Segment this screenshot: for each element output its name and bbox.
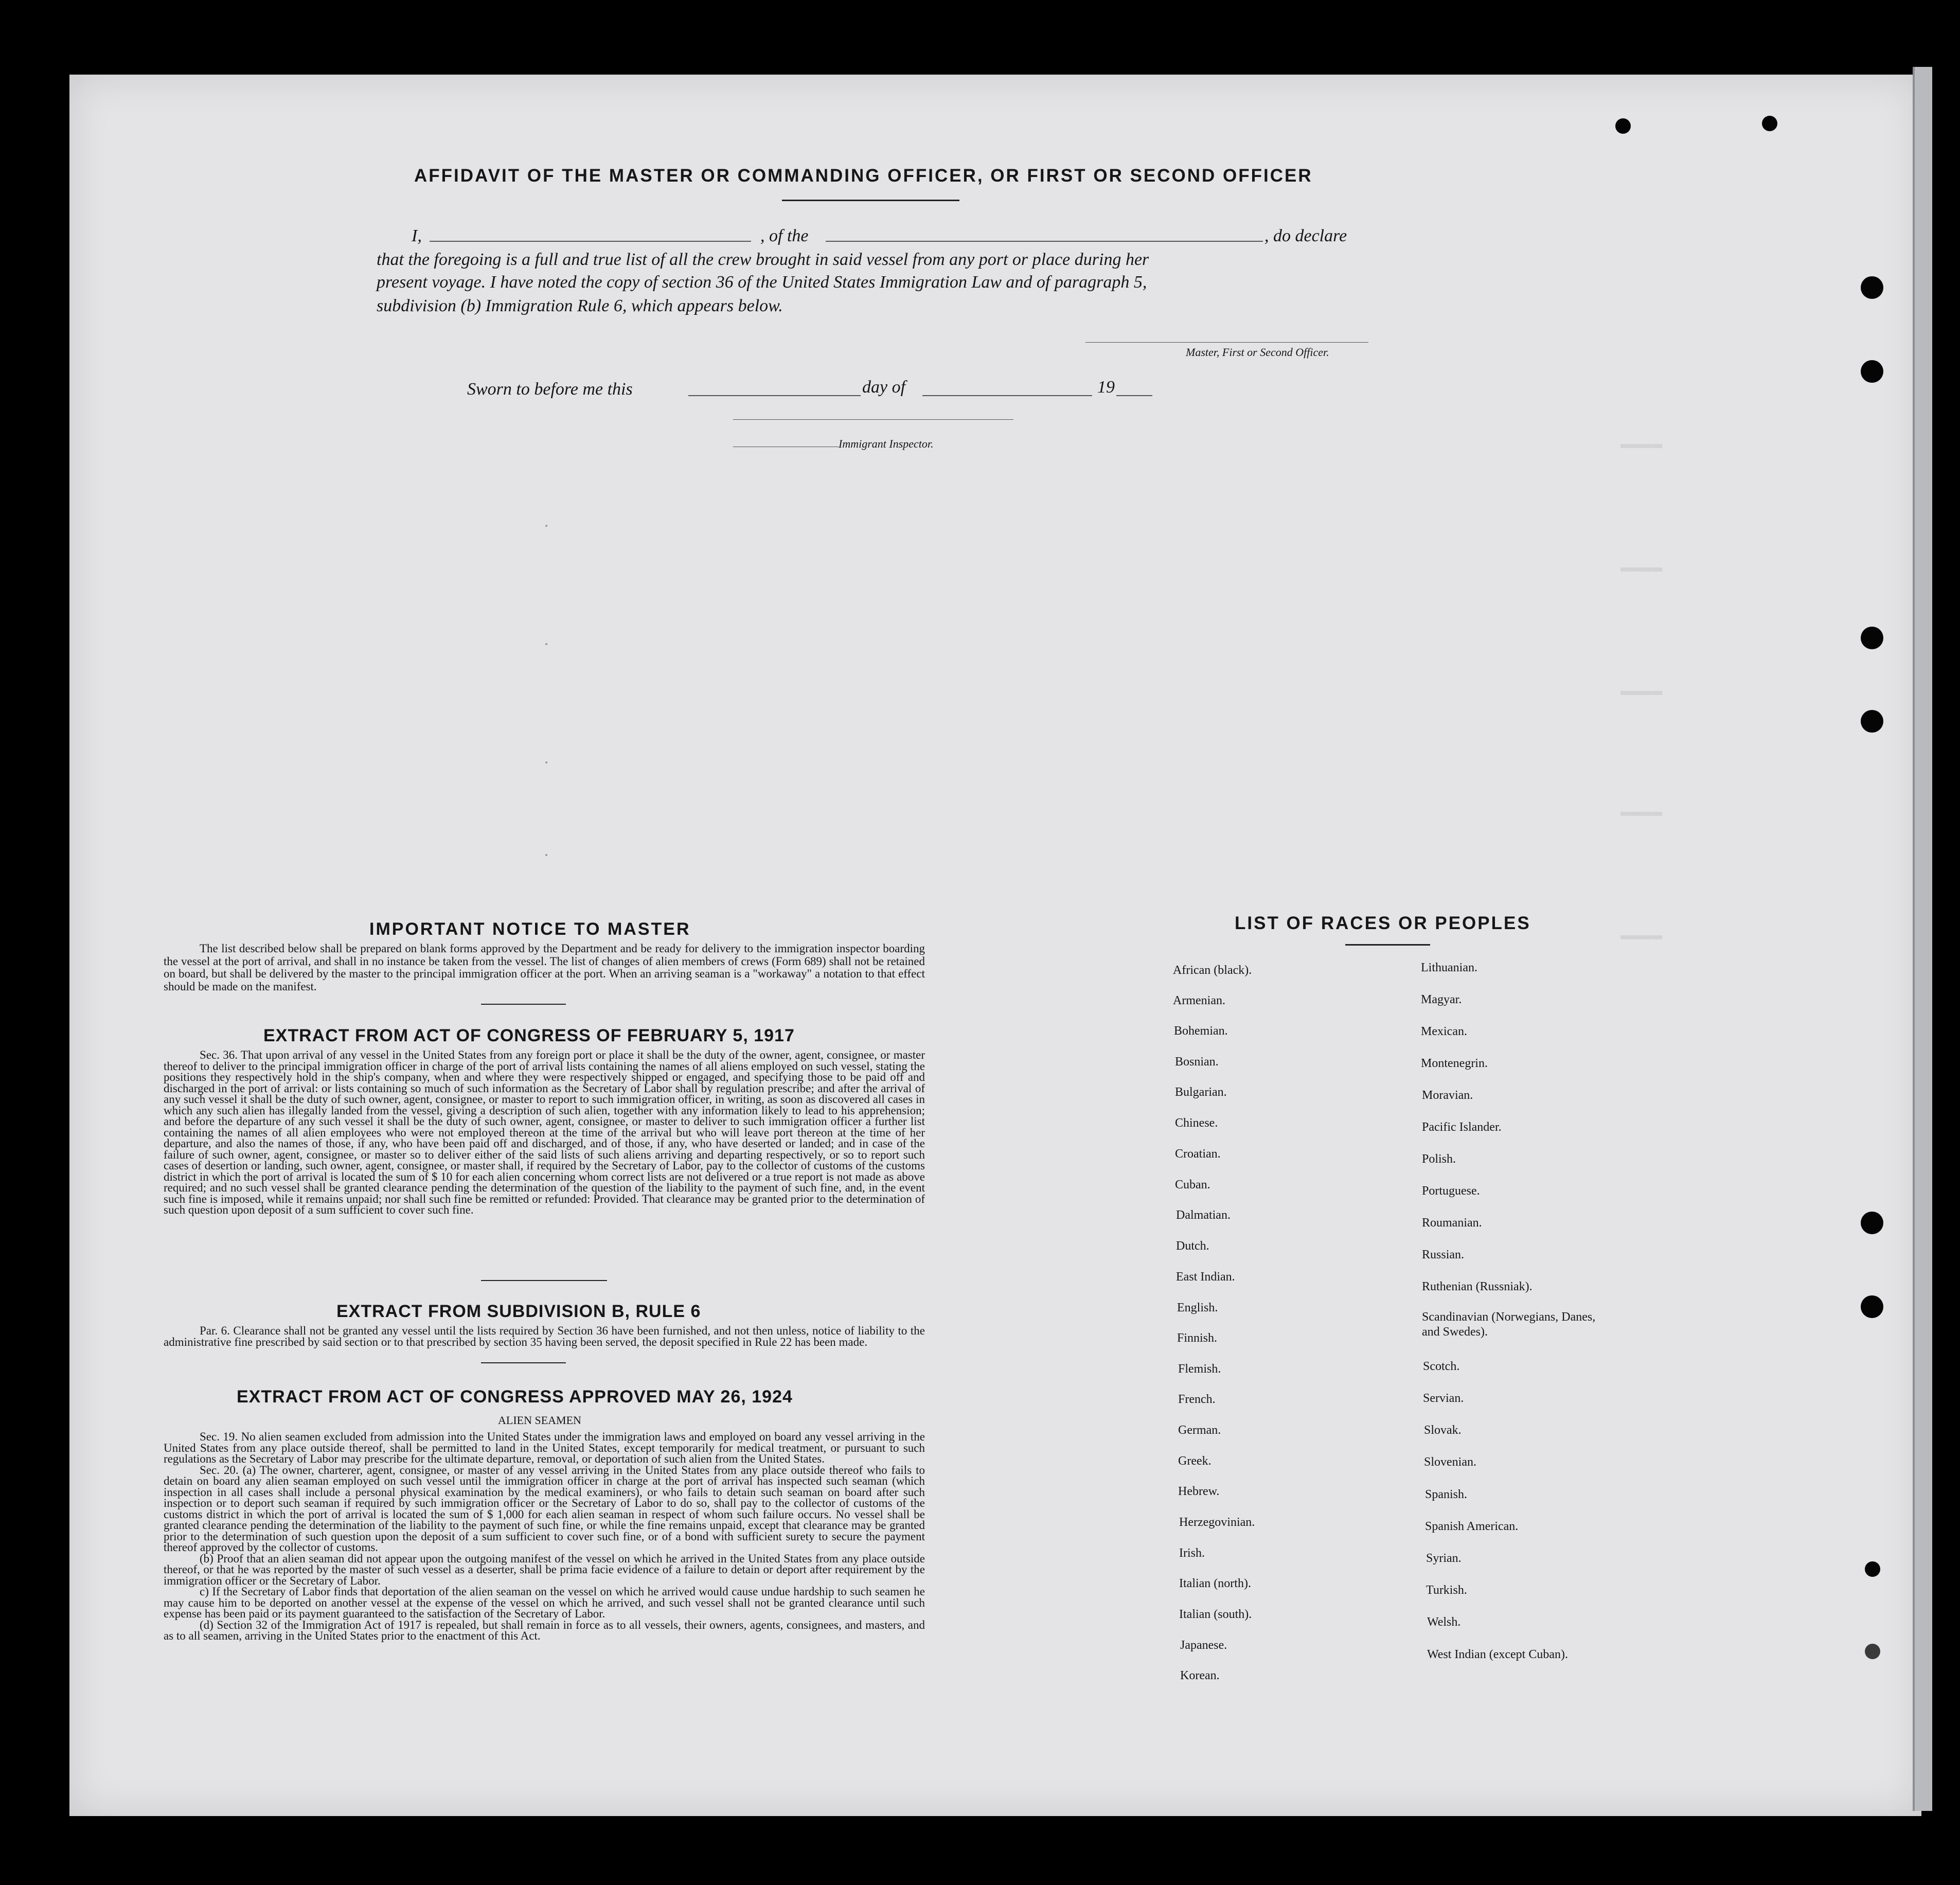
- race-right-item: Scandinavian (Norwegians, Danes, and Swedes).: [1422, 1310, 1596, 1339]
- race-right-item: Magyar.: [1421, 993, 1462, 1006]
- race-left-item: Chinese.: [1175, 1116, 1218, 1130]
- vessel-blank-line: [826, 241, 1263, 242]
- race-left-item: Dutch.: [1176, 1239, 1209, 1253]
- race-left-item: Finnish.: [1177, 1331, 1218, 1345]
- stray-mark: [545, 643, 547, 645]
- race-right-item: Turkish.: [1426, 1584, 1467, 1597]
- race-right-item: Pacific Islander.: [1422, 1121, 1502, 1134]
- race-right-item: Spanish American.: [1425, 1520, 1519, 1533]
- race-right-item: Polish.: [1422, 1152, 1456, 1166]
- title-rule: [782, 200, 959, 201]
- race-left-item: Bulgarian.: [1175, 1086, 1227, 1099]
- punch-hole: [1861, 627, 1883, 649]
- stray-mark: [545, 761, 547, 763]
- punch-hole: [1861, 1295, 1883, 1318]
- race-right-item: Lithuanian.: [1421, 961, 1477, 974]
- extract-1924-text: [164, 1431, 925, 1642]
- affidavit-declare: , do declare: [1264, 226, 1347, 245]
- affidavit-of-the: , of the: [760, 226, 809, 245]
- races-rule: [1345, 944, 1430, 946]
- stray-mark: [545, 525, 547, 527]
- extract-1917-title: EXTRACT FROM ACT OF CONGRESS OF FEBRUARY 5, 1917: [263, 1026, 795, 1045]
- inspector-caption: Immigrant Inspector.: [839, 437, 934, 450]
- race-left-item: Dalmatian.: [1176, 1208, 1231, 1222]
- sworn-day-line: [688, 395, 861, 396]
- races-title: LIST OF RACES OR PEOPLES: [1235, 913, 1531, 933]
- extract-1917-text: Sec. 36. That upon arrival of any vessel in the United States from any foreign port or place it shall be the duty of the owner, agent, consignee, or master thereof to deliver to the principal immigration officer in charge of the port of arrival lists containing the names of all aliens employed on such vessel, stating the positions they respectively hold in the ship's company, when and where they were respectively shipped or engaged, and specifying those to be paid off and discharged in the port of arrival: or lists containing so much of such information as the Secretary of Labor shall by regulation prescribe; and after the arrival of any such vessel it shall be the duty of such owner, agent, consignee, or master to report to such immigration officer, in writing, as soon as discovered all cases in which any such alien has illegally landed from the vessel, giving a description of such alien, together with any information likely to lead to his apprehension; and before the departure of any such vessel it shall be the duty of such owner, agent, consignee, or master to deliver to such immigration officer a further list containing the names of all alien employees who were not employed thereon at the time of the arrival but who will leave port thereon at the time of her departure, and also the names of those, if any, who have been paid off and discharged, and of those, if any, who have deserted or landed; and in case of the failure of such owner, agent, consignee, or master so to deliver either of the said lists of such aliens arriving and departing respectively, or so to report such cases of desertion or landing, such owner, agent, consignee, or master shall, if required by the Secretary of Labor, pay to the collector of customs of the customs district in which the port of arrival is located the sum of $ 10 for each alien concerning whom correct lists are not delivered or a true report is not made as above required; and no such vessel shall be granted clearance pending the determination of the question of the liability to the payment of such fine, and, in the event such fine is imposed, while it remains unpaid; nor shall such fine be remitted or refunded: Provided. That clearance may be granted prior to the determination of such question upon deposit of a sum sufficient to cover such fine.: [164, 1048, 925, 1216]
- bleed-through: ▬▬▬▬: [1620, 682, 1663, 701]
- race-right-item: West Indian (except Cuban).: [1427, 1648, 1568, 1661]
- punch-hole: [1865, 1644, 1880, 1659]
- sworn-year-line: [1116, 395, 1152, 396]
- punch-hole: [1762, 116, 1777, 131]
- extract-1924-paragraph: c) If the Secretary of Labor finds that deportation of the alien seaman on the vessel on which he arrived would cause undue hardship to such seamen he may cause him to be deported on another vessel at the expense of the vessel on which he arrived, and such vessel shall not be granted clearance until such expense has been paid or its payment guaranteed to the satisfaction of the Secretary of Labor.: [164, 1585, 925, 1620]
- race-right-item: Syrian.: [1426, 1552, 1462, 1565]
- affidavit-title: AFFIDAVIT OF THE MASTER OR COMMANDING OFFICER, OR FIRST OR SECOND OFFICER: [414, 166, 1313, 186]
- race-left-item: Bosnian.: [1175, 1055, 1219, 1069]
- bleed-through: ▬▬▬▬: [1620, 926, 1663, 946]
- sworn-month-line: [922, 395, 1092, 396]
- affidavit-i: I,: [412, 226, 422, 245]
- extract-1924-paragraph: Sec. 20. (a) The owner, charterer, agent, consignee, or master of any vessel arriving in the United States from any place outside thereof who fails to detain on board any alien seaman employed on such vessel until the immigration officer in charge at the port of arrival has inspected such seaman (which inspection in all cases shall include a personal physical examination by the medical examiners), or who fails to detain such seaman on board after such inspection or to deport such seaman if required by such immigration officer or the Secretary of Labor to do so, shall pay to the collector of customs of the customs district in which the port of arrival is located the sum of $ 1,000 for each alien seaman in respect of whom such failure occurs. No vessel shall be granted clearance pending the determination of the liability to the payment of such fine, or while the fine remains unpaid, except that clearance may be granted prior to the determination of such question upon the deposit of a sum sufficient to cover such fine, or of a bond with sufficient surety to secure the payment thereof approved by the collector of customs.: [164, 1463, 925, 1554]
- bleed-through: ▬▬▬▬: [1620, 558, 1663, 578]
- race-left-item: Bohemian.: [1174, 1024, 1228, 1038]
- punch-hole: [1615, 118, 1631, 134]
- race-left-item: French.: [1178, 1393, 1216, 1406]
- extract-1917-rule: [481, 1280, 607, 1281]
- race-right-item: Scotch.: [1423, 1360, 1460, 1373]
- race-right-item: Welsh.: [1427, 1615, 1461, 1629]
- race-right-item: Russian.: [1422, 1248, 1465, 1261]
- punch-hole: [1861, 710, 1883, 733]
- race-left-item: African (black).: [1173, 964, 1252, 977]
- race-left-item: Herzegovinian.: [1179, 1516, 1255, 1529]
- extract-1924-subtitle: ALIEN SEAMEN: [498, 1414, 581, 1427]
- extract-rule6-text: Par. 6. Clearance shall not be granted any vessel until the lists required by Section 36 have been furnished, and not then unless, notice of liability to the administrative fine prescribed by said section or to that prescribed by section 35 having been served, the deposit specified in Rule 22 has been made.: [164, 1324, 925, 1348]
- extract-rule6-title: EXTRACT FROM SUBDIVISION B, RULE 6: [336, 1302, 701, 1321]
- race-left-item: English.: [1177, 1301, 1218, 1314]
- race-left-item: Korean.: [1180, 1669, 1220, 1682]
- notice-title: IMPORTANT NOTICE TO MASTER: [369, 919, 691, 939]
- race-left-item: Armenian.: [1173, 994, 1225, 1007]
- race-left-item: Croatian.: [1175, 1147, 1221, 1161]
- day-of-label: day of: [862, 378, 906, 397]
- bleed-through: ▬▬▬▬: [1620, 803, 1663, 822]
- signature-line: [1085, 342, 1368, 343]
- race-left-item: East Indian.: [1176, 1270, 1235, 1284]
- race-right-item: Slovenian.: [1424, 1455, 1476, 1469]
- race-right-item: Mexican.: [1421, 1025, 1467, 1038]
- punch-hole: [1865, 1561, 1880, 1577]
- affidavit-line-4: subdivision (b) Immigration Rule 6, which appears below.: [377, 296, 783, 315]
- race-right-item: Slovak.: [1424, 1424, 1462, 1437]
- paper-edge: [1913, 67, 1932, 1811]
- year-label: 19: [1097, 378, 1115, 397]
- race-left-item: Hebrew.: [1178, 1485, 1220, 1498]
- bleed-through: ▬▬▬▬: [1620, 435, 1663, 454]
- race-left-item: Irish.: [1179, 1546, 1205, 1560]
- race-left-item: Cuban.: [1175, 1178, 1210, 1192]
- race-left-item: Greek.: [1178, 1454, 1211, 1468]
- affidavit-line-2: that the foregoing is a full and true list of all the crew brought in said vessel from any port or place during her: [377, 250, 1149, 269]
- race-right-item: Spanish.: [1425, 1488, 1468, 1501]
- race-right-item: Ruthenian (Russniak).: [1422, 1280, 1533, 1293]
- stray-mark: [545, 854, 547, 856]
- inspector-line-top: [733, 419, 1013, 420]
- race-left-item: Flemish.: [1178, 1362, 1221, 1376]
- name-blank-line: [430, 241, 751, 242]
- race-right-item: Montenegrin.: [1421, 1057, 1488, 1070]
- race-left-item: Japanese.: [1180, 1639, 1227, 1652]
- extract-1924-paragraph: Sec. 19. No alien seamen excluded from admission into the United States under the immigration laws and employed on board any vessel arriving in the United States from any place outside thereof, shall be permitted to land in the United States, except temporarily for medical treatment, or pursuant to such regulations as the Secretary of Labor may prescribe for the ultimate departure, removal, or deportation of such alien from the United States.: [164, 1430, 925, 1465]
- race-right-item: Roumanian.: [1422, 1216, 1482, 1230]
- sworn-label: Sworn to before me this: [467, 380, 633, 399]
- notice-rule: [481, 1004, 566, 1005]
- extract-1924-paragraph: (d) Section 32 of the Immigration Act of 1917 is repealed, but shall remain in force as to all vessels, their owners, agents, consignees, and masters, and as to all seamen, arriving in the United States prior to the enactment of this Act.: [164, 1618, 925, 1642]
- signature-caption: Master, First or Second Officer.: [1186, 346, 1329, 359]
- punch-hole: [1861, 360, 1883, 383]
- extract-1924-title: EXTRACT FROM ACT OF CONGRESS APPROVED MAY 26, 1924: [237, 1387, 793, 1407]
- race-left-item: Italian (south).: [1179, 1608, 1252, 1621]
- race-right-item: Portuguese.: [1422, 1184, 1480, 1198]
- race-right-item: Moravian.: [1422, 1089, 1473, 1102]
- punch-hole: [1861, 276, 1883, 299]
- race-left-item: Italian (north).: [1179, 1577, 1251, 1590]
- affidavit-line-3: present voyage. I have noted the copy of section 36 of the United States Immigration Law and of paragraph 5,: [377, 273, 1147, 292]
- race-right-item: Servian.: [1423, 1392, 1464, 1405]
- extract-1924-paragraph: (b) Proof that an alien seaman did not appear upon the outgoing manifest of the vessel on which he arrived in the United States from any place outside thereof, or that he was reported by the master of such vessel as a deserter, shall be prima facie evidence of a failure to detain or deport after requirement by the immigration officer or the Secretary of Labor.: [164, 1552, 925, 1587]
- punch-hole: [1861, 1212, 1883, 1234]
- race-left-item: German.: [1178, 1424, 1221, 1437]
- notice-text: The list described below shall be prepared on blank forms approved by the Department and be ready for delivery to the immigration inspector boarding the vessel at the port of arrival, and shall in no instance be taken from the vessel. The list of changes of alien members of crews (Form 689) shall not be retained on board, but shall be delivered by the master to the principal immigration officer at the port. When an arriving seaman is a "workaway" a notation to that effect should be made on the manifest.: [164, 942, 925, 993]
- extract-rule6-rule: [481, 1362, 566, 1363]
